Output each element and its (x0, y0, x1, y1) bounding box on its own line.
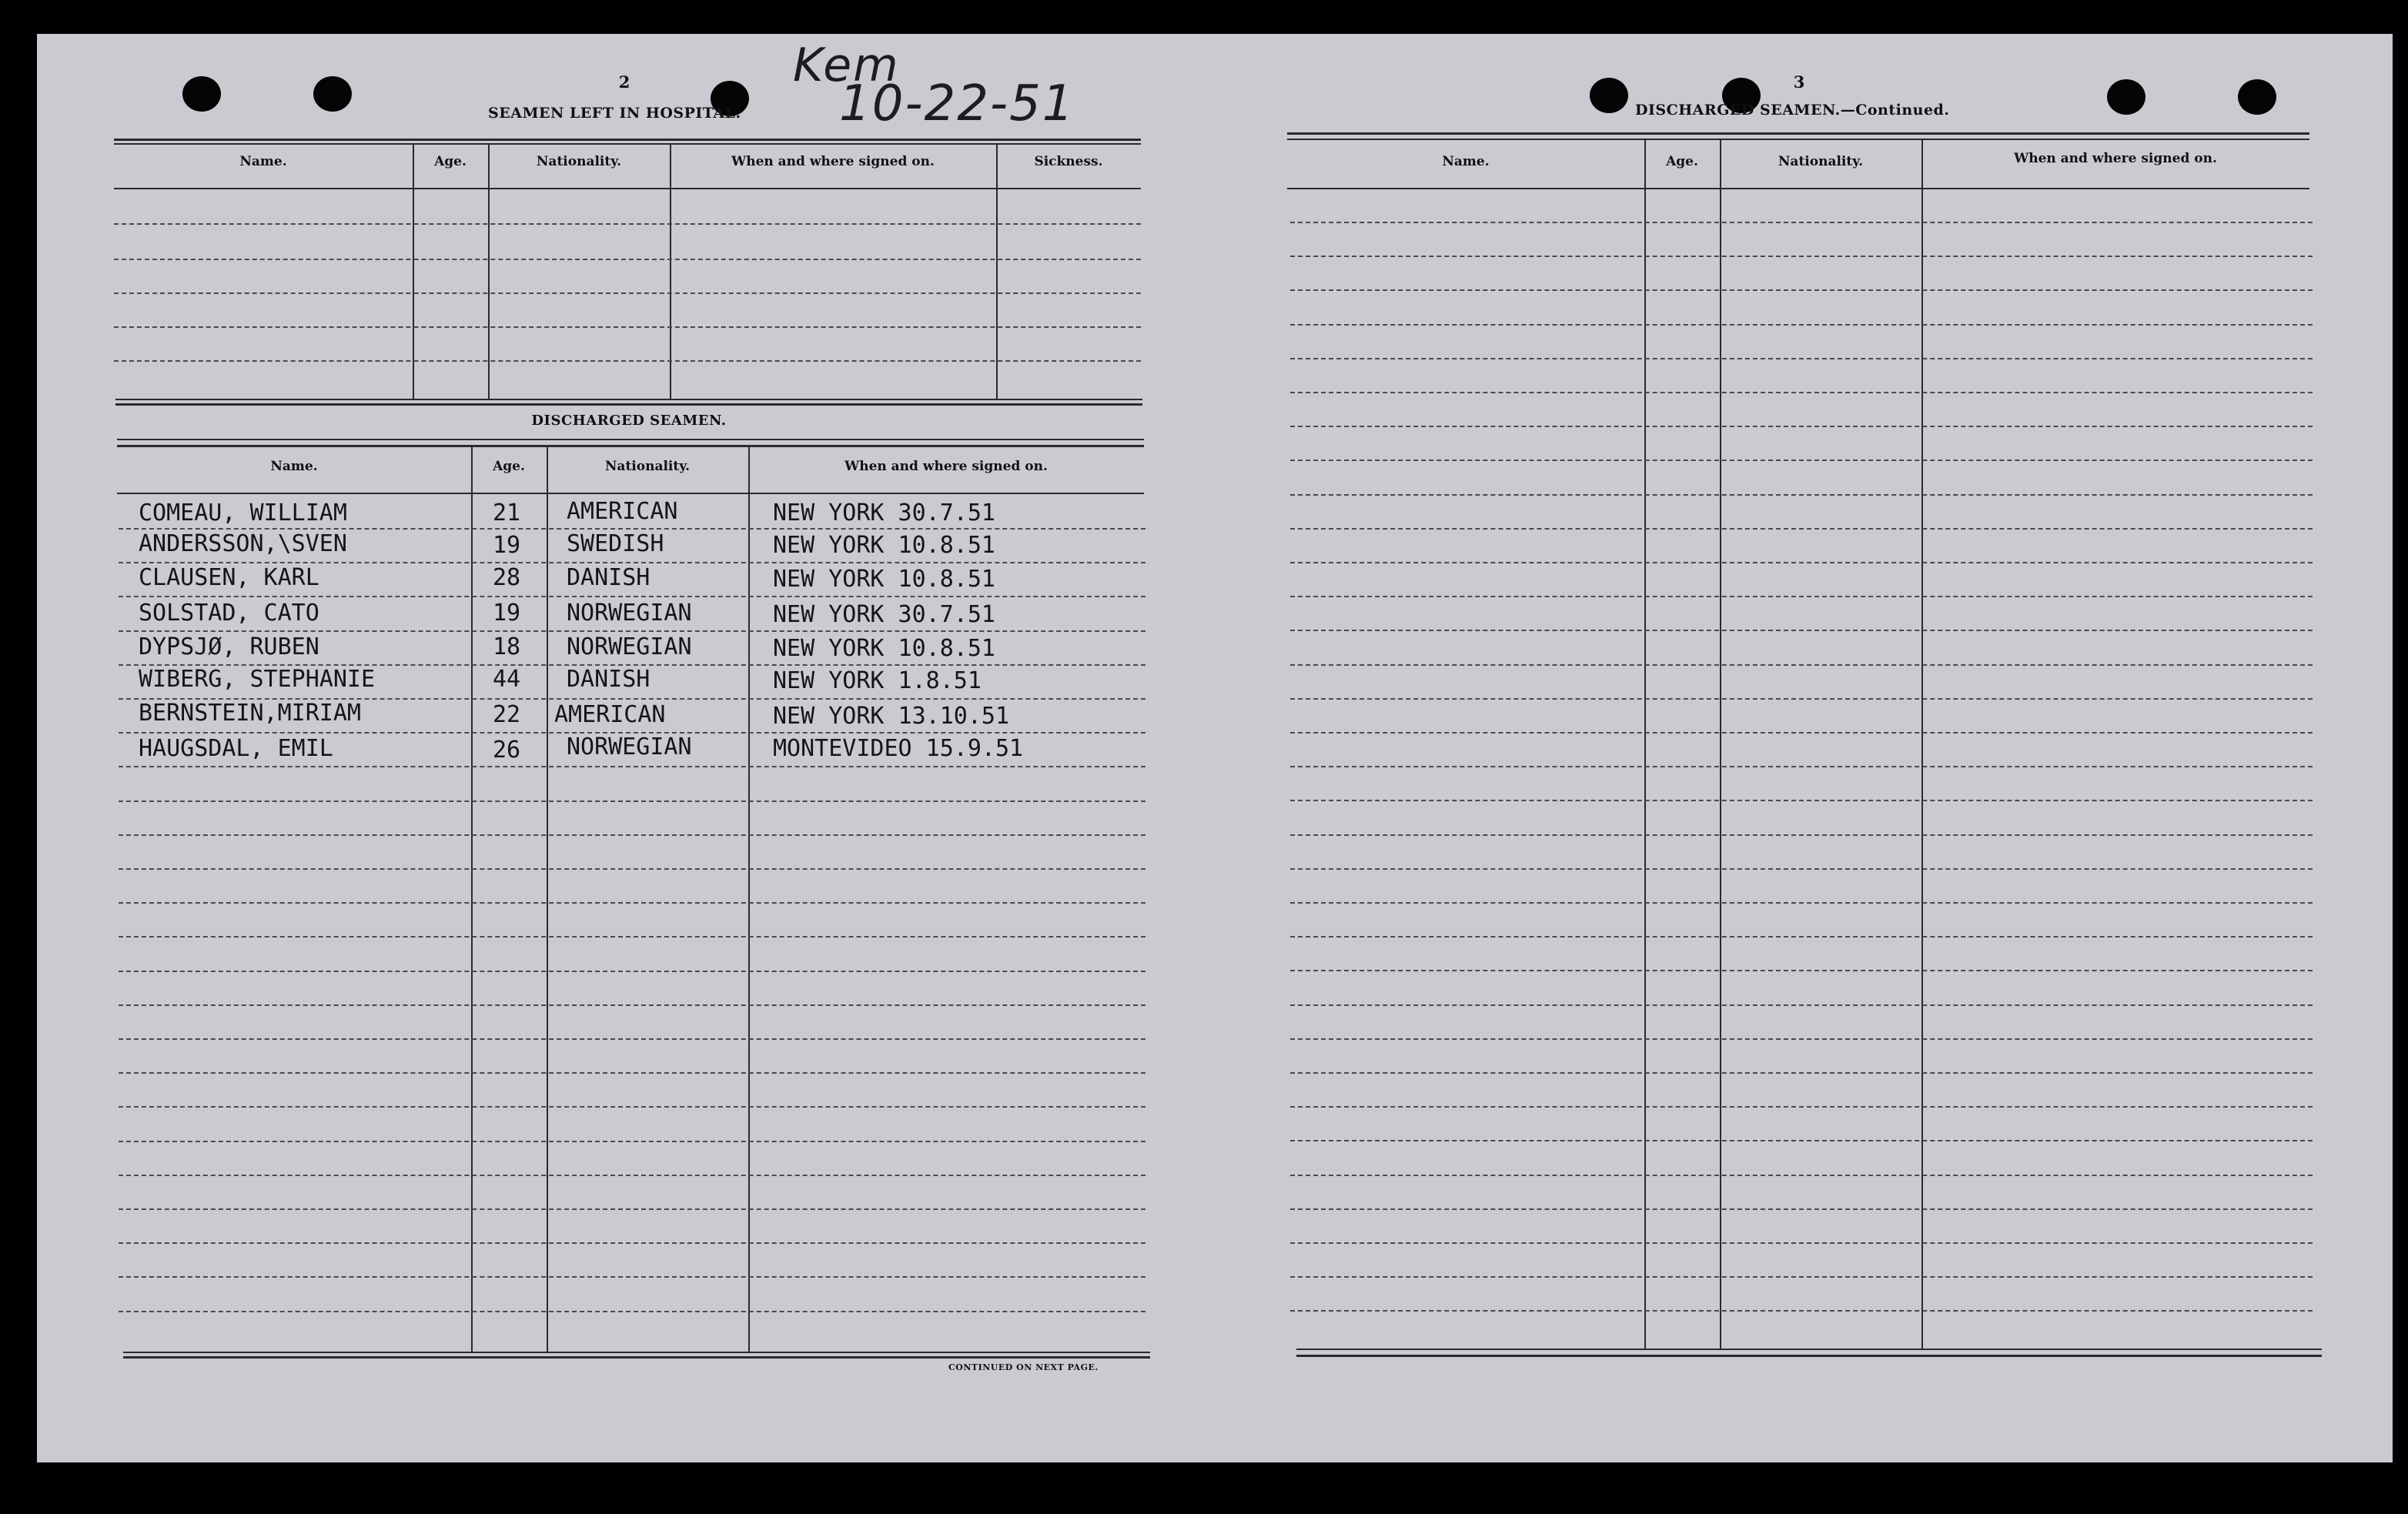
table-divider (1644, 139, 1646, 1350)
hospital-col-sickness: Sickness. (1034, 154, 1103, 169)
entry-line (119, 1038, 1145, 1040)
table-divider (748, 445, 750, 1353)
entry-line (1290, 222, 2313, 223)
entry-line (1290, 698, 2313, 700)
entry-line (1290, 392, 2313, 393)
entry-line (1290, 1038, 2313, 1040)
right-page-number: 3 (1793, 72, 1805, 92)
entry-line (1290, 494, 2313, 496)
seaman-age: 28 (493, 564, 521, 591)
entry-line (119, 1141, 1145, 1142)
right-page-title: DISCHARGED SEAMEN.—Continued. (1635, 102, 1950, 119)
entry-line (1290, 1310, 2313, 1312)
entry-line (119, 766, 1145, 767)
entry-line (1290, 256, 2313, 257)
punch-hole (2238, 79, 2276, 115)
seaman-age: 21 (493, 500, 521, 526)
entry-line (119, 1242, 1145, 1244)
entry-line (114, 292, 1141, 294)
discharged-section-title: DISCHARGED SEAMEN. (531, 413, 727, 429)
entry-line (1290, 1175, 2313, 1176)
entry-line (1290, 1242, 2313, 1244)
seaman-age: 44 (493, 666, 521, 693)
entry-line (1290, 766, 2313, 767)
continued-note: CONTINUED ON NEXT PAGE. (948, 1362, 1099, 1372)
seaman-name: WIBERG, STEPHANIE (139, 666, 376, 693)
entry-line (119, 800, 1145, 802)
entry-line (1290, 528, 2313, 530)
entry-line (119, 971, 1145, 972)
entry-line (119, 1208, 1145, 1210)
table-rule (117, 439, 1144, 440)
entry-line (119, 1276, 1145, 1278)
entry-line (119, 630, 1145, 632)
table-rule (1287, 139, 2309, 140)
hospital-col-signed-on: When and where signed on. (731, 154, 935, 169)
entry-line (114, 259, 1141, 260)
table-rule (1296, 1349, 2322, 1350)
continued-col-signed-on: When and where signed on. (2014, 151, 2217, 166)
punch-hole (182, 76, 221, 112)
document-sheet (37, 34, 2393, 1462)
entry-line (119, 936, 1145, 937)
entry-line (1290, 800, 2313, 801)
seaman-nationality: SWEDISH (567, 530, 664, 557)
seaman-nationality: NORWEGIAN (567, 633, 692, 660)
continued-col-age: Age. (1666, 154, 1698, 169)
punch-hole (2107, 79, 2145, 115)
entry-line (1290, 902, 2313, 904)
table-rule (1296, 1355, 2322, 1357)
entry-line (1290, 1004, 2313, 1006)
entry-line (1290, 1072, 2313, 1074)
entry-line (119, 562, 1145, 563)
discharged-col-name: Name. (270, 459, 318, 474)
entry-line (119, 1175, 1145, 1176)
seaman-name: BERNSTEIN,MIRIAM (139, 700, 361, 727)
left-page-title: SEAMEN LEFT IN HOSPITAL. (488, 105, 741, 122)
entry-line (114, 360, 1141, 362)
entry-line (1290, 834, 2313, 836)
entry-line (1290, 426, 2313, 427)
entry-line (119, 868, 1145, 870)
entry-line (1290, 324, 2313, 326)
table-divider (1921, 139, 1923, 1350)
table-rule (114, 188, 1141, 189)
discharged-col-nationality: Nationality. (604, 459, 691, 474)
seaman-signed-on: NEW YORK 30.7.51 (773, 500, 995, 526)
entry-line (119, 1106, 1145, 1108)
entry-line (114, 223, 1141, 225)
seaman-nationality: NORWEGIAN (567, 734, 692, 760)
table-rule (123, 1356, 1150, 1359)
seaman-signed-on: NEW YORK 10.8.51 (773, 566, 995, 593)
seaman-name: SOLSTAD, CATO (139, 600, 319, 627)
punch-hole (313, 76, 352, 112)
seaman-age: 18 (493, 633, 521, 660)
left-page-number: 2 (618, 72, 630, 92)
table-rule (115, 403, 1142, 406)
entry-line (1290, 562, 2313, 563)
table-rule (117, 445, 1144, 447)
seaman-age: 26 (493, 737, 521, 764)
seaman-signed-on: NEW YORK 10.8.51 (773, 635, 995, 662)
seaman-age: 22 (493, 701, 521, 728)
seaman-name: HAUGSDAL, EMIL (139, 735, 333, 762)
entry-line (1290, 868, 2313, 870)
table-divider (1720, 139, 1721, 1350)
table-rule (115, 399, 1142, 400)
continued-col-name: Name. (1442, 154, 1490, 169)
seaman-name: ANDERSSON,\SVEN (139, 530, 347, 557)
entry-line (1290, 1276, 2313, 1278)
entry-line (1290, 664, 2313, 666)
entry-line (1290, 630, 2313, 631)
entry-line (119, 1072, 1145, 1074)
seaman-signed-on: NEW YORK 13.10.51 (773, 703, 1010, 730)
seaman-signed-on: NEW YORK 1.8.51 (773, 667, 982, 694)
entry-line (114, 326, 1141, 328)
handwritten-date: 10-22-51 (839, 75, 1075, 132)
seaman-nationality: AMERICAN (554, 701, 666, 728)
seaman-signed-on: NEW YORK 10.8.51 (773, 532, 995, 559)
seaman-nationality: AMERICAN (567, 498, 678, 525)
seaman-name: CLAUSEN, KARL (139, 564, 319, 591)
continued-col-nationality: Nationality. (1778, 154, 1864, 169)
table-rule (1287, 188, 2309, 189)
entry-line (119, 1004, 1145, 1006)
seaman-signed-on: NEW YORK 30.7.51 (773, 601, 995, 628)
table-rule (114, 139, 1141, 141)
table-rule (117, 493, 1144, 494)
hospital-col-age: Age. (434, 154, 467, 169)
entry-line (1290, 936, 2313, 937)
table-divider (471, 445, 473, 1353)
hospital-col-name: Name. (239, 154, 287, 169)
seaman-nationality: NORWEGIAN (567, 600, 692, 627)
seaman-signed-on: MONTEVIDEO 15.9.51 (773, 735, 1024, 762)
hospital-col-nationality: Nationality. (536, 154, 622, 169)
table-divider (547, 445, 548, 1353)
seaman-age: 19 (493, 532, 521, 559)
entry-line (1290, 289, 2313, 291)
table-rule (1287, 132, 2309, 135)
discharged-col-age: Age. (493, 459, 525, 474)
entry-line (1290, 1106, 2313, 1108)
entry-line (119, 902, 1145, 904)
entry-line (119, 596, 1145, 597)
handwritten-initials: Kem (793, 38, 900, 92)
table-rule (123, 1352, 1150, 1353)
seaman-nationality: DANISH (567, 564, 650, 591)
seaman-nationality: DANISH (567, 666, 650, 693)
punch-hole (1590, 78, 1628, 113)
entry-line (1290, 1208, 2313, 1210)
seaman-name: COMEAU, WILLIAM (139, 500, 347, 526)
entry-line (119, 528, 1145, 530)
entry-line (1290, 460, 2313, 461)
seaman-name: DYPSJØ, RUBEN (139, 633, 319, 660)
table-rule (114, 143, 1141, 145)
entry-line (1290, 596, 2313, 597)
entry-line (1290, 732, 2313, 734)
discharged-col-signed-on: When and where signed on. (844, 459, 1048, 474)
entry-line (1290, 1140, 2313, 1141)
entry-line (119, 834, 1145, 836)
entry-line (1290, 970, 2313, 971)
entry-line (1290, 358, 2313, 359)
entry-line (119, 1311, 1145, 1312)
seaman-age: 19 (493, 600, 521, 627)
